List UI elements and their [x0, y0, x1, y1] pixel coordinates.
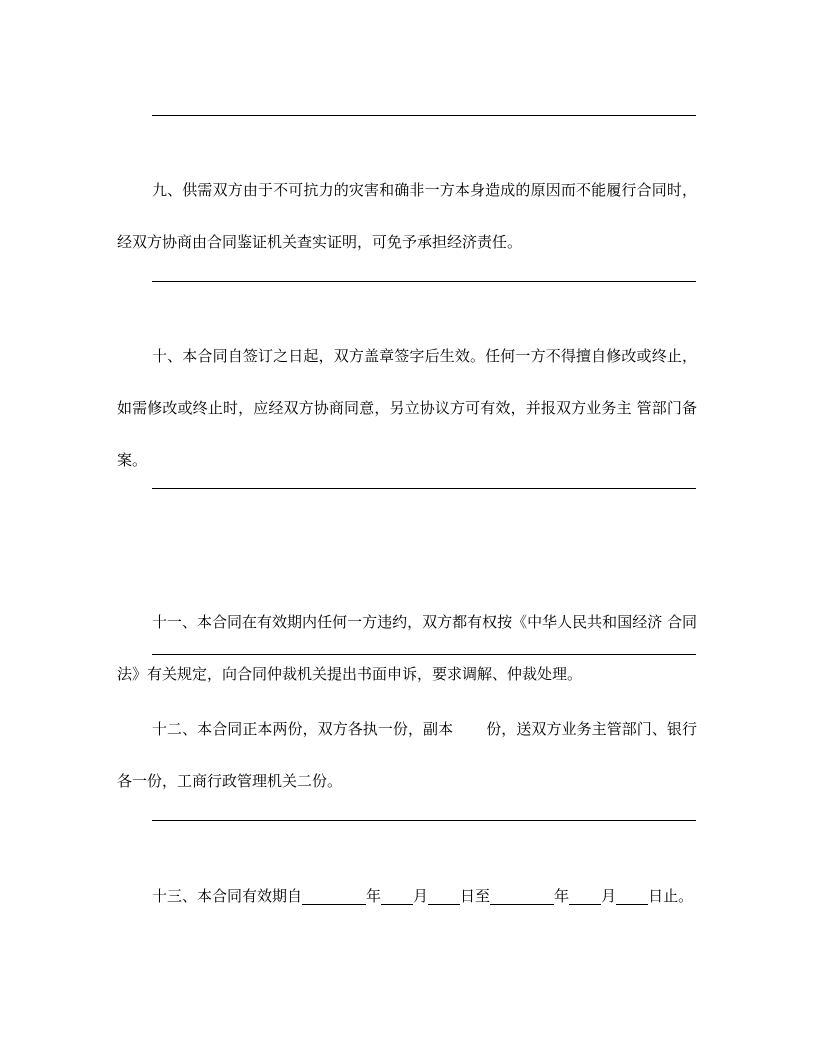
- clause-13: [152, 876, 712, 916]
- start-year-blank: [302, 886, 366, 905]
- divider-line: [152, 488, 696, 489]
- clause-12: [117, 703, 697, 807]
- end-month-blank: [569, 886, 601, 905]
- month-label: 月: [601, 887, 617, 905]
- divider-line: [152, 115, 696, 116]
- clause-11: 十一、本合同在有效期内任何一方违约，双方都有权按《中华人民共和国经济 合同法》有关规定，向合同仲裁机关提出书面申诉，要求调解、仲裁处理。: [117, 613, 697, 683]
- start-day-blank: [428, 886, 460, 905]
- start-month-blank: [381, 886, 413, 905]
- clause-9: 九、供需双方由于不可抗力的灾害和确非一方本身造成的原因而不能履行合同时，经双方协商由合同鉴证机关查实证明，可免予承担经济责任。: [117, 181, 697, 251]
- day-end-label: 日止。: [648, 887, 694, 905]
- day-to-label: 日至: [460, 887, 491, 905]
- year-label: 年: [366, 887, 382, 905]
- divider-line: [152, 654, 696, 655]
- divider-line: [152, 281, 696, 282]
- clause-10: 十、本合同自签订之日起，双方盖章签字后生效。任何一方不得擅自修改或终止，如需修改或终止时，应经双方协商同意，另立协议方可有效，并报双方业务主 管部门备案。: [117, 347, 697, 469]
- clause-12-part1: 十二、本合同正本两份，双方各执一份，副本: [152, 720, 454, 738]
- clause-13-lead: 十三、本合同有效期自: [152, 887, 303, 905]
- clause-12-part2: 份，送双方业务主管部门、银行各一份，工商行政管理机关二份。: [117, 720, 697, 790]
- year-label: 年: [554, 887, 570, 905]
- end-year-blank: [490, 886, 554, 905]
- end-day-blank: [616, 886, 648, 905]
- month-label: 月: [413, 887, 429, 905]
- divider-line: [152, 820, 696, 821]
